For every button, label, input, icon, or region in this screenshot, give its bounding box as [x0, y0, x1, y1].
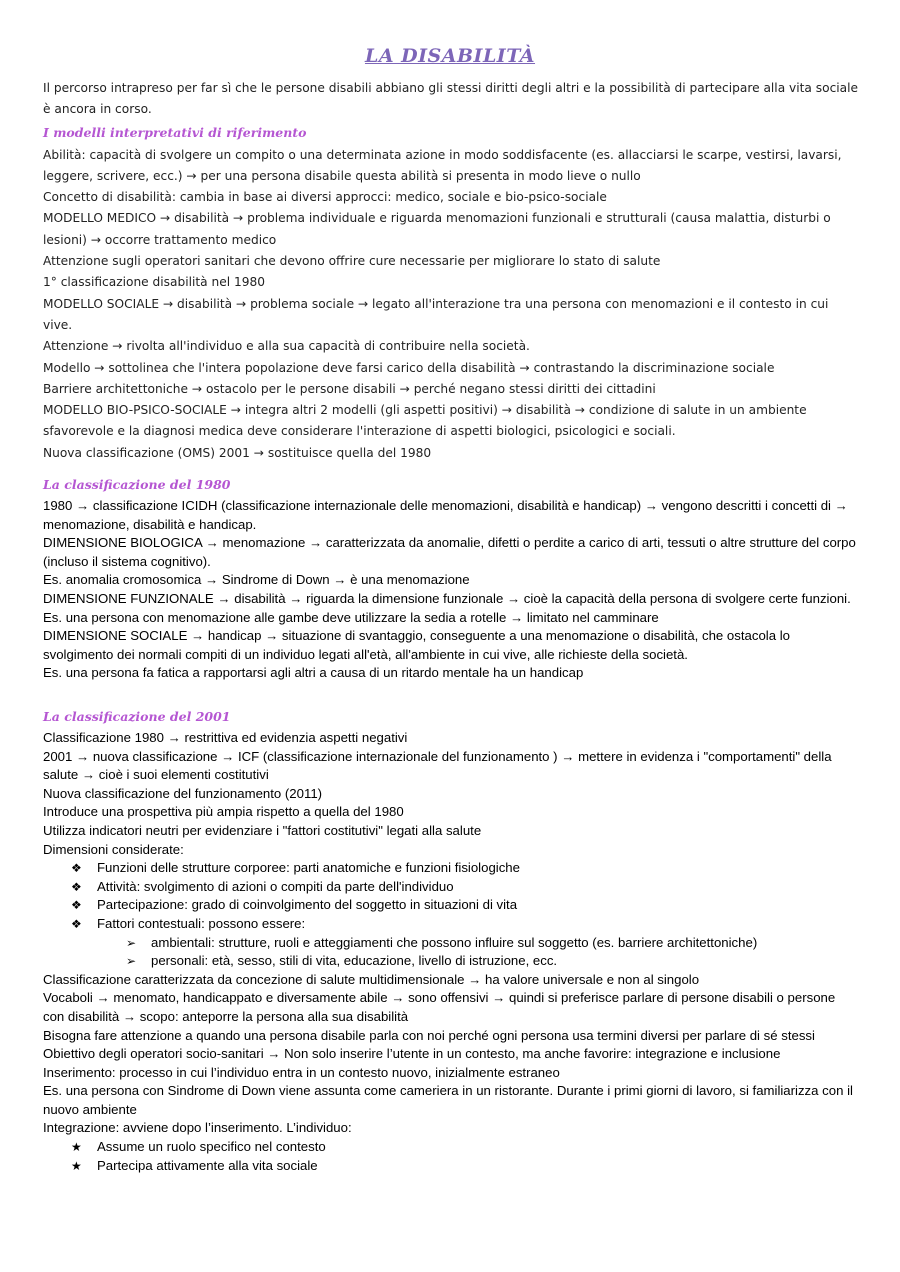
paragraph: MODELLO MEDICO → disabilità → problema individuale e riguarda menomazioni funzionali e strutturali (causa malattia, disturbi o lesioni) → occorre trattamento medico — [43, 211, 831, 247]
paragraph: Nuova classificazione del funzionamento (2011) — [43, 785, 323, 801]
paragraph: Utilizza indicatori neutri per evidenziare i "fattori costitutivi" legati alla salute — [43, 822, 482, 838]
paragraph: Bisogna fare attenzione a quando una persona disabile parla con noi perché ogni persona usa termini diversi per parlare di sé stessi — [43, 1027, 815, 1043]
paragraph: Inserimento: processo in cui l’individuo entra in un contesto nuovo, inizialmente estraneo — [43, 1064, 560, 1080]
list-item — [43, 859, 858, 878]
list-item-text: Funzioni delle strutture corporee: parti anatomiche e funzioni fisiologiche — [97, 860, 520, 876]
paragraph: 1980 → classificazione ICIDH (classificazione internazionale delle menomazioni, disabilità e handicap) → vengono descritti i concetti di → menomazione, disabilità e handicap. — [43, 498, 848, 532]
section-heading-1980: La classificazione del 1980 — [43, 477, 231, 492]
paragraph: Es. una persona con Sindrome di Down viene assunta come cameriera in un ristorante. Durante i primi giorni di lavoro, si familiarizza con il nuovo ambiente — [43, 1083, 853, 1117]
page-title: LA DISABILITÀ — [364, 45, 536, 67]
paragraph: 1° classificazione disabilità nel 1980 — [43, 275, 265, 290]
list-item-text: ambientali: strutture, ruoli e atteggiamenti che possono influire sul soggetto (es. barriere architettoniche) — [151, 934, 758, 950]
diamond-bullet-icon: ❖ — [71, 916, 82, 931]
list-item-text: Partecipazione: grado di coinvolgimento del soggetto in situazioni di vita — [97, 897, 518, 913]
paragraph: Classificazione 1980 → restrittiva ed evidenzia aspetti negativi — [43, 730, 408, 745]
list-item — [43, 1157, 858, 1176]
diamond-bullet-icon: ❖ — [71, 861, 82, 876]
section-models — [43, 78, 858, 464]
diamond-bullet-icon: ❖ — [71, 898, 82, 913]
star-bullet-icon: ★ — [71, 1140, 82, 1155]
paragraph: Nuova classificazione (OMS) 2001 → sostituisce quella del 1980 — [43, 445, 432, 460]
section-1980 — [43, 473, 858, 683]
list-item-text: personali: età, sesso, stili di vita, educazione, livello di istruzione, ecc. — [151, 953, 558, 969]
paragraph: 2001 → nuova classificazione → ICF (classificazione internazionale del funzionamento ) → mettere in evidenza i "comportamenti" della salute → cioè i suoi elementi costitutivi — [43, 748, 832, 783]
paragraph: Barriere architettoniche → ostacolo per le persone disabili → perché negano stessi diritti dei cittadini — [43, 381, 656, 396]
arrow-bullet-icon: ➢ — [126, 935, 137, 950]
paragraph: Modello → sottolinea che l'intera popolazione deve farsi carico della disabilità → contrastando la discriminazione sociale — [43, 360, 775, 375]
list-item-text: Attività: svolgimento di azioni o compiti da parte dell'individuo — [97, 878, 454, 894]
paragraph: Concetto di disabilità: cambia in base ai diversi approcci: medico, sociale e bio-psico-sociale — [43, 190, 607, 205]
diamond-bullet-icon: ❖ — [71, 879, 82, 894]
paragraph: Es. una persona con menomazione alle gambe deve utilizzare la sedia a rotelle → limitato nel camminare — [43, 609, 659, 625]
paragraph: MODELLO BIO-PSICO-SOCIALE → integra altri 2 modelli (gli aspetti positivi) → disabilità → condizione di salute in un ambiente sfavorevole e la diagnosi medica deve considerare l'interazione di aspetti biologici, psicologici e sociali. — [43, 403, 807, 439]
paragraph: DIMENSIONE BIOLOGICA → menomazione → caratterizzata da anomalie, difetti o perdite a carico di arti, tessuti o altre strutture del corpo (incluso il sistema cognitivo). — [43, 535, 856, 569]
sub-list-item — [43, 952, 858, 971]
paragraph: Dimensioni considerate: — [43, 841, 184, 857]
list-item-text: Assume un ruolo specifico nel contesto — [97, 1139, 326, 1155]
section-heading-2001: La classificazione del 2001 — [43, 709, 231, 724]
paragraph: Abilità: capacità di svolgere un compito o una determinata azione in modo soddisfacente (es. allacciarsi le scarpe, vestirsi, lavarsi, leggere, scrivere, ecc.) → per una persona disabile questa abilità si presenta in modo lieve o nullo — [43, 147, 842, 183]
paragraph: DIMENSIONE SOCIALE → handicap → situazione di svantaggio, conseguente a una menomazione o disabilità, che ostacola lo svolgimento dei normali compiti di un individuo legati all'età, all'ambiente in cui vive, alle richieste della società. — [43, 628, 790, 662]
paragraph: DIMENSIONE FUNZIONALE → disabilità → riguarda la dimensione funzionale → cioè la capacità della persona di svolgere certe funzioni. — [43, 590, 851, 606]
list-item — [43, 915, 858, 934]
paragraph: Obiettivo degli operatori socio-sanitari → Non solo inserire l’utente in un contesto, ma anche favorire: integrazione e inclusione — [43, 1046, 781, 1062]
intro-paragraph: Il percorso intrapreso per far sì che le persone disabili abbiano gli stessi diritti degli altri e la possibilità di partecipare alla vita sociale è ancora in corso. — [43, 81, 859, 117]
paragraph: Vocaboli → menomato, handicappato e diversamente abile → sono offensivi → quindi si preferisce parlare di persone disabili o persone con disabilità → scopo: anteporre la persona alla sua disabilità — [43, 990, 836, 1024]
list-item-text: Partecipa attivamente alla vita sociale — [97, 1157, 318, 1173]
sub-list-item — [43, 934, 858, 953]
paragraph: Es. anomalia cromosomica → Sindrome di Down → è una menomazione — [43, 572, 470, 588]
paragraph: Attenzione sugli operatori sanitari che devono offrire cure necessarie per migliorare lo stato di salute — [43, 254, 661, 269]
list-item-text: Fattori contestuali: possono essere: — [97, 915, 306, 931]
arrow-bullet-icon: ➢ — [126, 954, 137, 969]
list-item — [43, 878, 858, 897]
section-heading-models: I modelli interpretativi di riferimento — [43, 124, 307, 140]
paragraph: Attenzione → rivolta all'individuo e alla sua capacità di contribuire nella società. — [43, 339, 530, 354]
star-bullet-icon: ★ — [71, 1158, 82, 1173]
paragraph: Es. una persona fa fatica a rapportarsi agli altri a causa di un ritardo mentale ha un handicap — [43, 665, 584, 681]
paragraph: Introduce una prospettiva più ampia rispetto a quella del 1980 — [43, 804, 404, 820]
section-2001 — [43, 705, 858, 1175]
paragraph: Classificazione caratterizzata da concezione di salute multidimensionale → ha valore universale e non al singolo — [43, 971, 700, 987]
paragraph: Integrazione: avviene dopo l’inserimento. L’individuo: — [43, 1120, 352, 1136]
paragraph: MODELLO SOCIALE → disabilità → problema sociale → legato all'interazione tra una persona con menomazioni e il contesto in cui vive. — [43, 296, 829, 332]
list-item — [43, 1138, 858, 1157]
list-item — [43, 896, 858, 915]
